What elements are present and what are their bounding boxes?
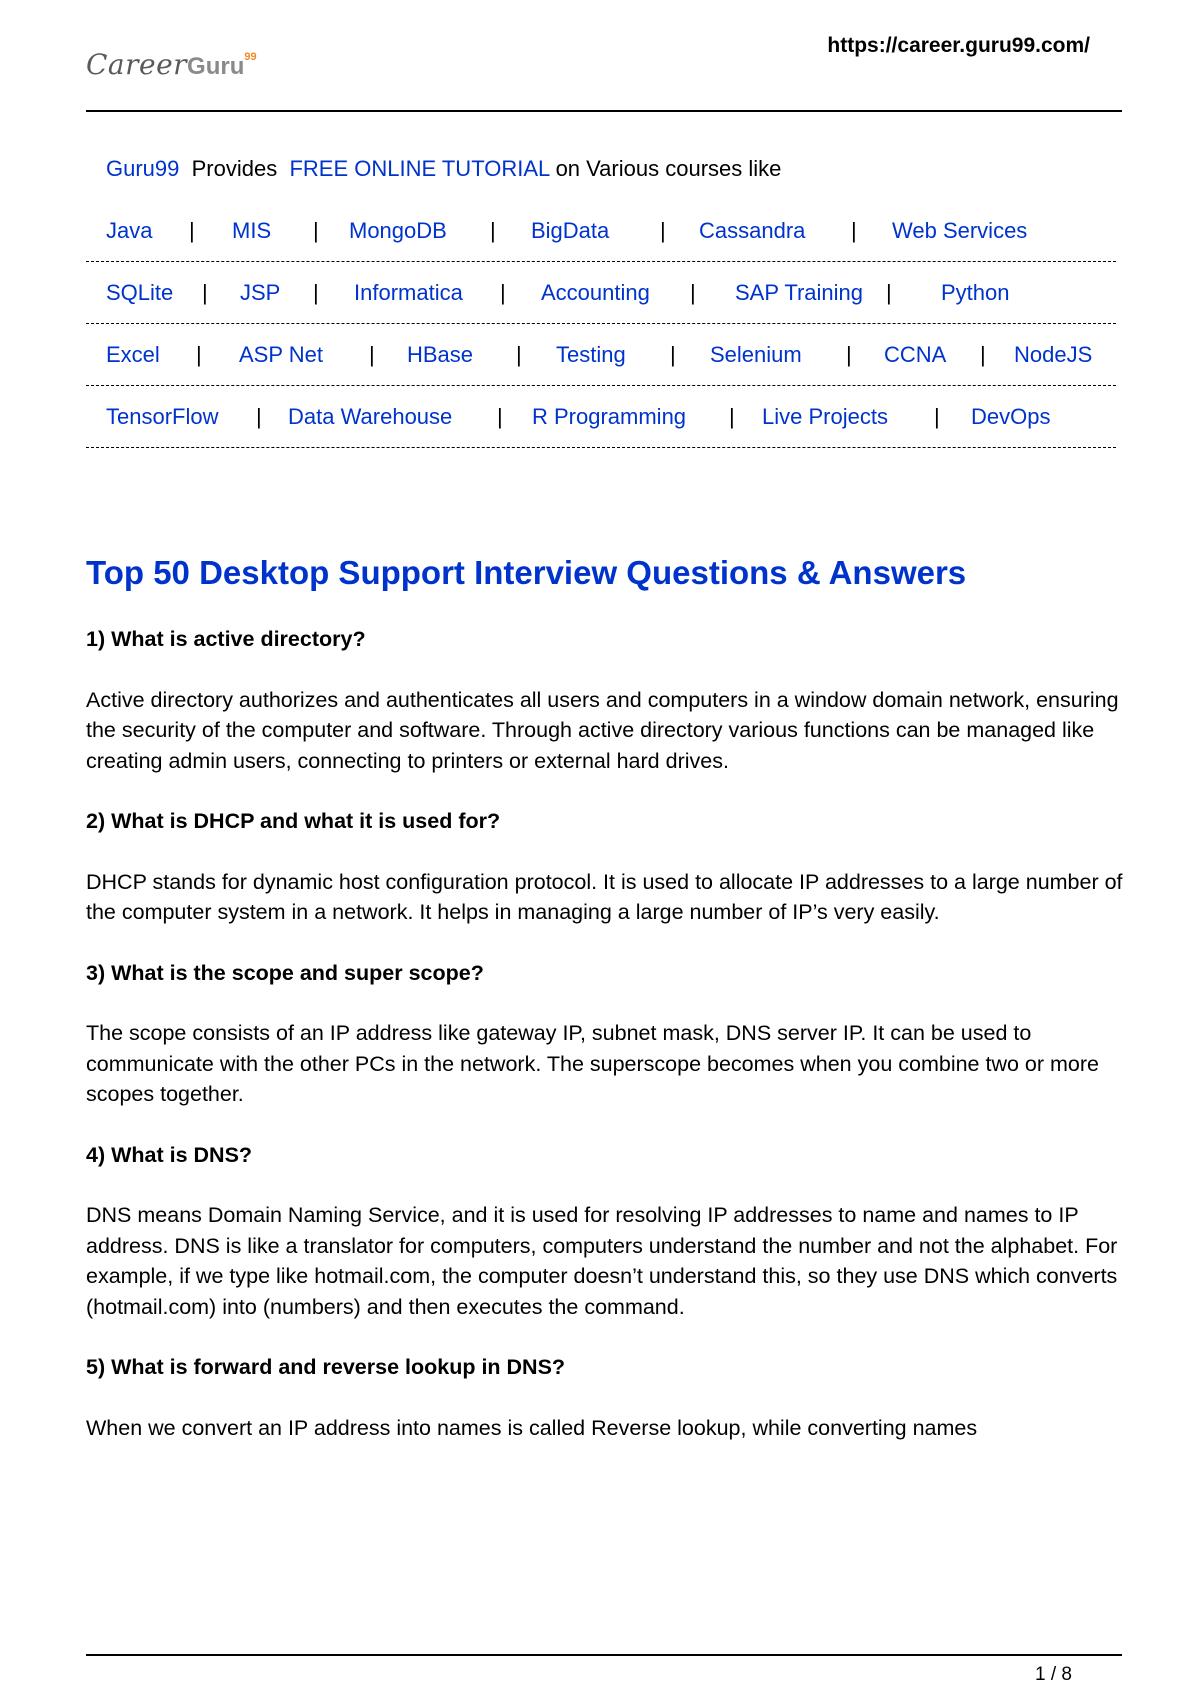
answer-5: When we convert an IP address into names is called Reverse lookup, while converting names <box>86 1415 978 1440</box>
course-link-python[interactable]: Python <box>941 280 1010 305</box>
course-link-excel[interactable]: Excel <box>106 342 160 367</box>
course-link-selenium[interactable]: Selenium <box>710 342 802 367</box>
link-separator: | <box>846 342 852 367</box>
qa-content <box>86 624 1126 1473</box>
course-row-4 <box>86 386 1116 448</box>
page-title: Top 50 Desktop Support Interview Questions & Answers <box>86 554 967 591</box>
answer-3: The scope consists of an IP address like gateway IP, subnet mask, DNS server IP. It can be used to communicate with the other PCs in the network. The superscope becomes when you combine two or more scopes together. <box>86 1021 1099 1106</box>
course-link-java[interactable]: Java <box>106 218 153 243</box>
link-separator: | <box>313 218 319 243</box>
course-link-mis[interactable]: MIS <box>232 218 272 243</box>
course-link-hbase[interactable]: HBase <box>407 342 474 367</box>
answer-2: DHCP stands for dynamic host configuration protocol. It is used to allocate IP addresses to a large number of the computer system in a network. It helps in managing a large number of IP’s very easily. <box>86 869 1123 924</box>
course-link-asp-net[interactable]: ASP Net <box>239 342 323 367</box>
link-separator: | <box>690 280 696 305</box>
course-row-1 <box>86 200 1116 262</box>
intro-rest-text: on Various courses like <box>555 156 782 181</box>
header-url[interactable]: https://career.guru99.com/ <box>827 34 1090 57</box>
link-separator: | <box>934 404 940 429</box>
link-separator: | <box>516 342 522 367</box>
course-link-bigdata[interactable]: BigData <box>531 218 610 243</box>
question-1: 1) What is active directory? <box>86 627 366 651</box>
intro-provides-text: Provides <box>191 156 278 181</box>
header-divider <box>86 110 1122 112</box>
link-separator: | <box>202 280 208 305</box>
link-separator: | <box>256 404 262 429</box>
link-separator: | <box>851 218 857 243</box>
course-link-ccna[interactable]: CCNA <box>884 342 947 367</box>
link-separator: | <box>313 280 319 305</box>
question-5: 5) What is forward and reverse lookup in DNS? <box>86 1355 566 1379</box>
answer-1: Active directory authorizes and authenticates all users and computers in a window domain network, ensuring the security of the computer and software. Through active directory various functions can be managed like creating admin users, connecting to printers or external hard drives. <box>86 687 1119 773</box>
link-separator: | <box>980 342 986 367</box>
question-3: 3) What is the scope and super scope? <box>86 960 484 985</box>
logo-guru-text: Guru <box>187 53 245 80</box>
course-link-jsp[interactable]: JSP <box>240 280 281 305</box>
logo-career-text: Career <box>86 48 188 81</box>
course-row-3 <box>86 324 1116 386</box>
logo-99-superscript: 99 <box>244 50 257 63</box>
footer-divider <box>86 1654 1122 1656</box>
course-link-accounting[interactable]: Accounting <box>541 280 650 305</box>
answer-4: DNS means Domain Naming Service, and it is used for resolving IP addresses to name and names to IP address. DNS is like a translator for computers, computers understand the number and not the alphabet. For example, if we type like hotmail.com, the computer doesn’t understand this, so they use DNS which converts (hotmail.com) into (numbers) and then executes the command. <box>86 1203 1118 1319</box>
question-2: 2) What is DHCP and what it is used for? <box>86 809 501 833</box>
course-link-data-warehouse[interactable]: Data Warehouse <box>288 404 453 429</box>
link-separator: | <box>670 342 676 367</box>
link-separator: | <box>660 218 666 243</box>
link-separator: | <box>196 342 202 367</box>
guru99-link[interactable]: Guru99 <box>106 156 180 181</box>
free-tutorial-link[interactable]: FREE ONLINE TUTORIAL <box>289 156 550 181</box>
career-guru-logo[interactable] <box>86 48 257 88</box>
course-link-testing[interactable]: Testing <box>556 342 626 367</box>
course-link-informatica[interactable]: Informatica <box>354 280 463 305</box>
intro-line <box>106 156 781 182</box>
course-link-web-services[interactable]: Web Services <box>892 218 1028 243</box>
course-link-nodejs[interactable]: NodeJS <box>1014 342 1093 367</box>
course-link-cassandra[interactable]: Cassandra <box>699 218 806 243</box>
link-separator: | <box>500 280 506 305</box>
course-link-devops[interactable]: DevOps <box>971 404 1051 429</box>
link-separator: | <box>497 404 503 429</box>
course-link-sqlite[interactable]: SQLite <box>106 280 174 305</box>
link-separator: | <box>490 218 496 243</box>
link-separator: | <box>729 404 735 429</box>
link-separator: | <box>886 280 892 305</box>
course-link-tensorflow[interactable]: TensorFlow <box>106 404 219 429</box>
course-link-table <box>86 200 1116 448</box>
page-number: 1 / 8 <box>1035 1664 1072 1685</box>
link-separator: | <box>369 342 375 367</box>
question-4: 4) What is DNS? <box>86 1142 253 1167</box>
link-separator: | <box>189 218 195 243</box>
course-link-live-projects[interactable]: Live Projects <box>762 404 888 429</box>
course-row-2 <box>86 262 1116 324</box>
course-link-r-programming[interactable]: R Programming <box>532 404 687 429</box>
course-link-sap-training[interactable]: SAP Training <box>735 280 864 305</box>
course-link-mongodb[interactable]: MongoDB <box>349 218 447 243</box>
